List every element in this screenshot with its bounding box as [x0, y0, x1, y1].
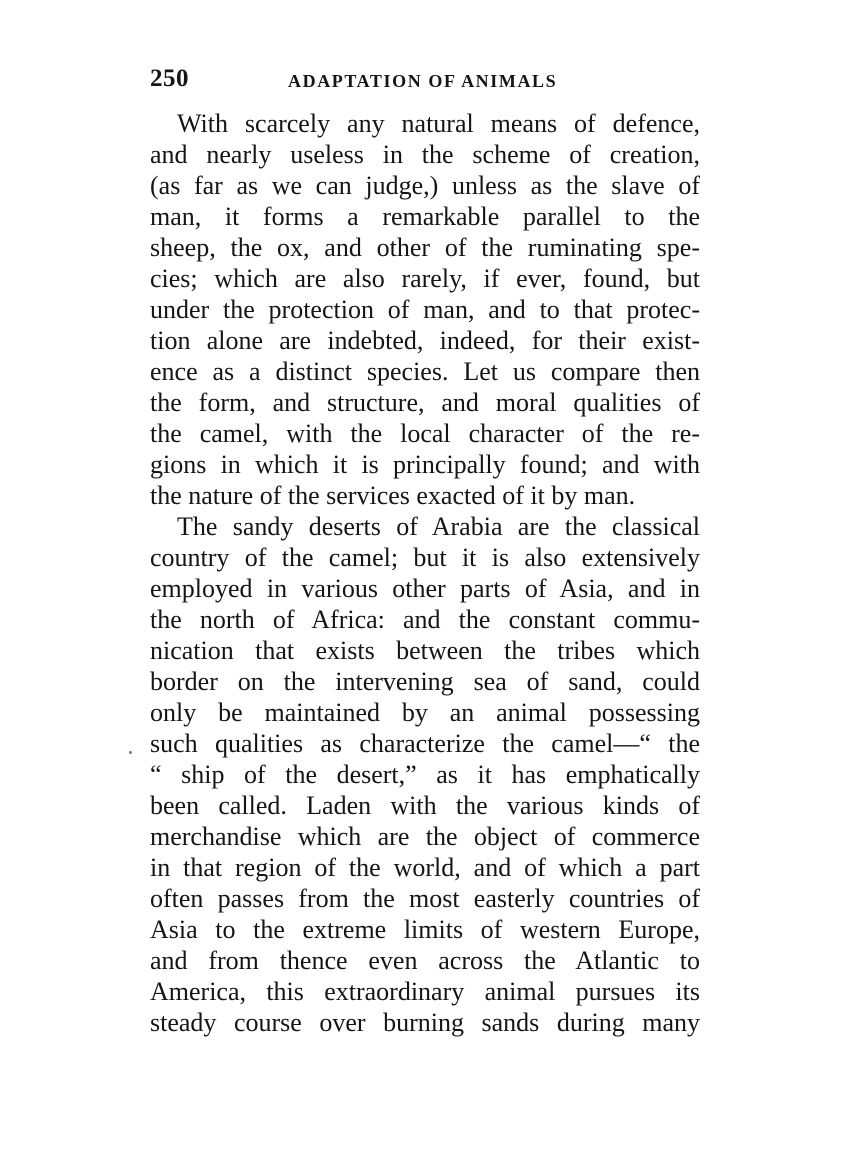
- text-line: man, it forms a remarkable parallel to the: [150, 202, 700, 231]
- text-line: The sandy deserts of Arabia are the classical: [177, 512, 700, 541]
- text-line: (as far as we can judge,) unless as the slave of: [150, 171, 700, 200]
- text-line: border on the intervening sea of sand, could: [150, 667, 700, 696]
- text-line: the nature of the services exacted of it by man.: [150, 481, 636, 510]
- text-line: America, this extraordinary animal pursues its: [150, 977, 700, 1006]
- text-line: such qualities as characterize the camel—“ the: [150, 729, 700, 758]
- text-line: merchandise which are the object of commerce: [150, 822, 700, 851]
- text-line: tion alone are indebted, indeed, for their exist-: [150, 326, 700, 355]
- text-line: often passes from the most easterly countries of: [150, 884, 700, 913]
- text-line: and from thence even across the Atlantic to: [150, 946, 700, 975]
- text-line: steady course over burning sands during many: [150, 1008, 700, 1037]
- text-line: With scarcely any natural means of defence,: [177, 109, 700, 138]
- text-line: employed in various other parts of Asia, and in: [150, 574, 700, 603]
- text-line: sheep, the ox, and other of the ruminating spe-: [150, 233, 700, 262]
- text-line: gions in which it is principally found; and with: [150, 450, 700, 479]
- text-line: nication that exists between the tribes which: [150, 636, 700, 665]
- text-line: in that region of the world, and of which a part: [150, 853, 700, 882]
- text-line: the north of Africa: and the constant commu-: [150, 605, 700, 634]
- text-line: been called. Laden with the various kinds of: [150, 791, 700, 820]
- text-line: “ ship of the desert,” as it has emphatically: [150, 760, 700, 789]
- text-line: Asia to the extreme limits of western Europe,: [150, 915, 700, 944]
- text-line: only be maintained by an animal possessing: [150, 698, 700, 727]
- running-header: [150, 62, 700, 96]
- running-title: ADAPTATION OF ANIMALS: [288, 71, 558, 91]
- text-line: ence as a distinct species. Let us compare then: [150, 357, 700, 386]
- text-line: country of the camel; but it is also extensively: [150, 543, 700, 572]
- text-line: the camel, with the local character of the re-: [150, 419, 700, 448]
- page-number: 250: [150, 65, 189, 92]
- text-line: the form, and structure, and moral qualities of: [150, 388, 700, 417]
- text-line: cies; which are also rarely, if ever, found, but: [150, 264, 700, 293]
- text-line: and nearly useless in the scheme of creation,: [150, 140, 700, 169]
- body-text: [150, 108, 700, 1038]
- text-line: under the protection of man, and to that protec-: [150, 295, 700, 324]
- margin-speck: [129, 751, 132, 754]
